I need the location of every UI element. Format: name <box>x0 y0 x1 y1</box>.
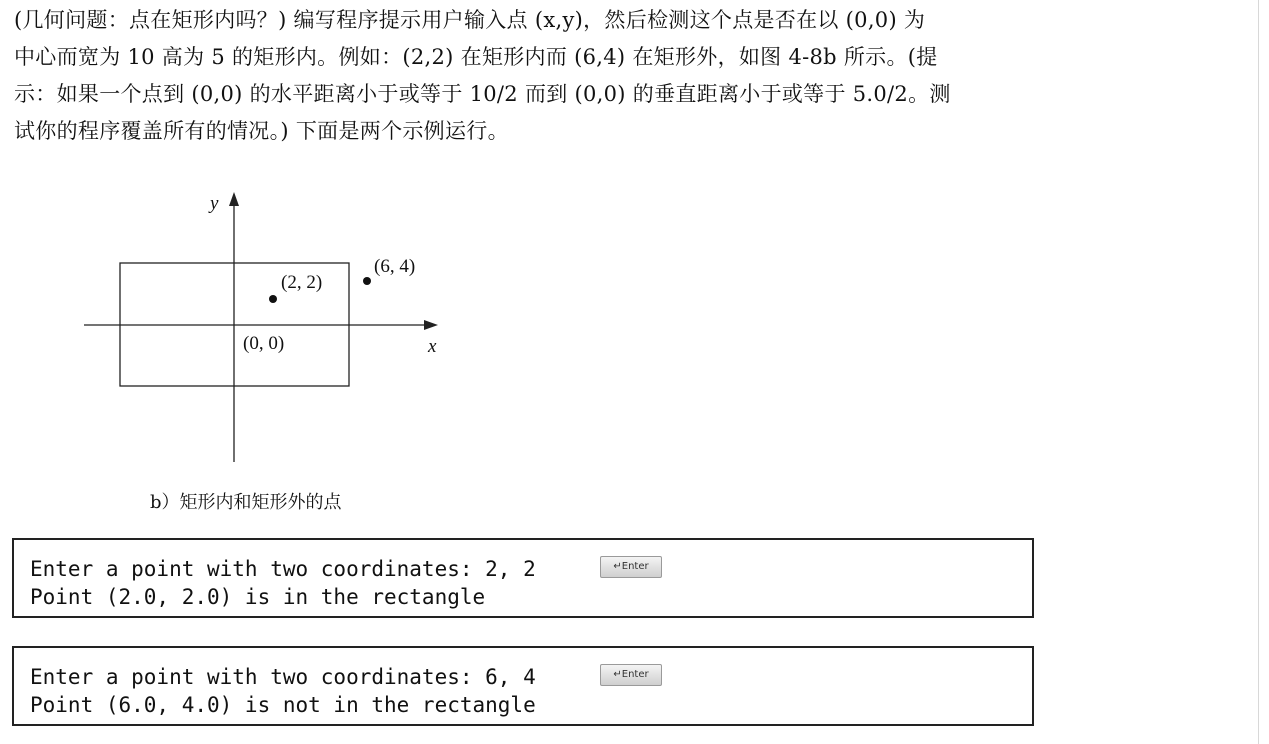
point-outside-label: (6, 4) <box>374 256 416 277</box>
point-inside-label: (2, 2) <box>281 272 323 293</box>
run-2-prompt: Enter a point with two coordinates: 6, 4 <box>30 665 536 689</box>
y-axis-label: y <box>210 193 219 214</box>
problem-line-2: 中心而宽为 10 高为 5 的矩形内。例如：(2,2) 在矩形内而 (6,4) 在矩形外，如图 4-8b 所示。(提 <box>14 45 938 69</box>
problem-line-3: 示：如果一个点到 (0,0) 的水平距离小于或等于 10/2 而到 (0,0) 的垂直距离小于或等于 5.0/2。测 <box>14 82 951 106</box>
point-inside-marker <box>269 295 277 303</box>
enter-key-icon: ↵Enter <box>600 664 662 686</box>
run-2-output: Point (6.0, 4.0) is not in the rectangle <box>30 693 536 717</box>
sample-run-2 <box>12 646 1034 726</box>
scrollbar[interactable] <box>1258 0 1265 744</box>
run-1-prompt: Enter a point with two coordinates: 2, 2 <box>30 557 536 581</box>
figure-svg <box>0 0 460 480</box>
problem-line-1: (几何问题：点在矩形内吗？) 编写程序提示用户输入点 (x,y)，然后检测这个点是否在以 (0,0) 为 <box>14 8 926 32</box>
rectangle-figure <box>0 0 460 480</box>
x-axis-label: x <box>428 336 437 357</box>
run-1-output: Point (2.0, 2.0) is in the rectangle <box>30 585 486 609</box>
sample-run-1 <box>12 538 1034 618</box>
x-axis-arrow <box>424 320 438 330</box>
point-outside-marker <box>363 277 371 285</box>
y-axis-arrow <box>229 192 239 206</box>
origin-label: (0, 0) <box>243 333 285 354</box>
figure-caption: b）矩形内和矩形外的点 <box>150 492 342 513</box>
enter-key-icon: ↵Enter <box>600 556 662 578</box>
problem-line-4: 试你的程序覆盖所有的情况。) 下面是两个示例运行。 <box>14 119 509 143</box>
